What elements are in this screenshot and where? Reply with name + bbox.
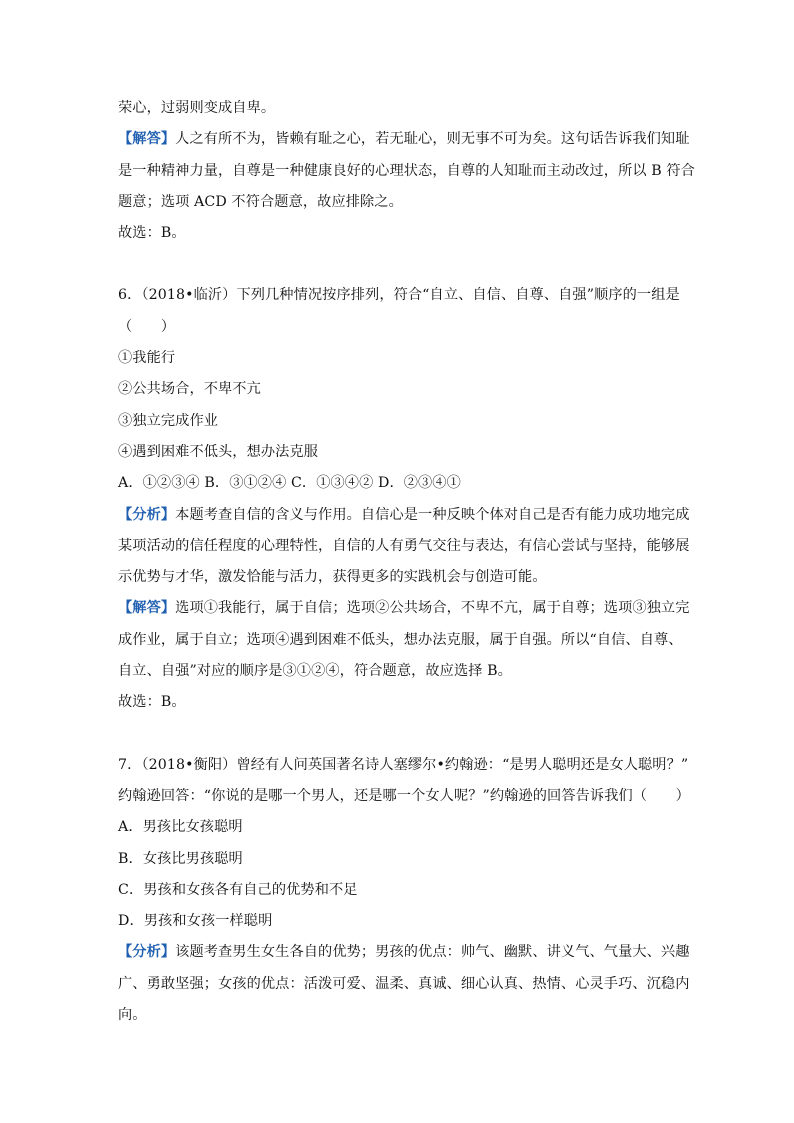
q7-analysis-line-2: 广、勇敢坚强；女孩的优点：活泼可爱、温柔、真诚、细心认真、热情、心灵手巧、沉稳内: [118, 975, 690, 992]
prev-analysis-tail: 荣心，过弱则变成自卑。: [118, 100, 276, 116]
q6-item-1: ①我能行: [118, 350, 176, 367]
q7-stem-line-2: 约翰逊回答：“你说的是哪一个男人，还是哪一个女人呢？”约翰逊的回答告诉我们（ ）: [118, 787, 690, 804]
q6-analysis-line-3: 示优势与才华，激发恰能与活力，获得更多的实践机会与创造可能。: [118, 569, 547, 586]
q7-option-a: A．男孩比女孩聪明: [118, 819, 243, 836]
q6-analysis-text-1: 本题考查自信的含义与作用。自信心是一种反映个体对自己是否有能力成功地完成: [175, 506, 690, 523]
spacer: [118, 724, 678, 755]
q6-item-4: ④遇到困难不低头，想办法克服: [118, 443, 319, 460]
q6-answer-line-1: [118, 598, 690, 618]
q7-option-b: B．女孩比男孩聪明: [118, 850, 243, 867]
q6-choices: A．①②③④ B．③①②④ C．①③④② D．②③④①: [118, 475, 461, 492]
document-page: [118, 98, 695, 1036]
q7-analysis-text-1: 该题考查男生女生各自的优势；男孩的优点：帅气、幽默、讲义气、气量大、兴趣: [175, 944, 690, 961]
answer-tag: 【解答】: [118, 600, 176, 617]
q6-result: 故选：B。: [118, 694, 186, 711]
q6-item-3: ③独立完成作业: [118, 412, 219, 429]
q6-stem-line-2: （ ）: [118, 318, 176, 335]
q7-analysis-line-3: 向。: [118, 1007, 147, 1024]
q6-answer-line-3: 自立、自强”对应的顺序是③①②④，符合题意，故应选择 B。: [118, 663, 512, 680]
analysis-tag: 【分析】: [118, 944, 176, 961]
q7-option-c: C．男孩和女孩各有自己的优势和不足: [118, 881, 358, 898]
q6-answer-line-2: 成作业，属于自立；选项④遇到困难不低头，想办法克服，属于自强。所以“自信、自尊、: [118, 631, 683, 648]
prev-answer-line-3: 题意；选项 ACD 不符合题意，故应排除之。: [118, 193, 403, 210]
prev-answer-text-1: 人之有所不为，皆赖有耻之心，若无耻心，则无事不可为矣。这句话告诉我们知耻: [175, 131, 690, 148]
q6-item-2: ②公共场合，不卑不亢: [118, 381, 261, 398]
q7-option-d: D．男孩和女孩一样聪明: [118, 913, 273, 930]
prev-answer-line-1: [118, 129, 690, 149]
q6-analysis-line-1: [118, 505, 690, 525]
q7-stem-line-1: 7．（2018•衡阳）曾经有人问英国著名诗人塞缪尔•约翰逊：“是男人聪明还是女人聪明？”: [118, 756, 689, 773]
analysis-tag: 【分析】: [118, 506, 176, 523]
answer-tag: 【解答】: [118, 131, 176, 148]
prev-result: 故选：B。: [118, 225, 186, 242]
q6-analysis-line-2: 某项活动的信任程度的心理特性，自信的人有勇气交往与表达，有信心尝试与坚持，能够展: [118, 537, 690, 554]
q6-stem-line-1: 6．（2018•临沂）下列几种情况按序排列，符合“自立、自信、自尊、自强”顺序的一组是: [118, 287, 680, 304]
spacer: [118, 254, 678, 285]
q7-analysis-line-1: [118, 942, 690, 962]
prev-answer-line-2: 是一种精神力量，自尊是一种健康良好的心理状态，自尊的人知耻而主动改过，所以 B 符合: [118, 162, 695, 179]
q6-answer-text-1: 选项①我能行，属于自信；选项②公共场合，不卑不亢，属于自尊；选项③独立完: [175, 600, 690, 617]
